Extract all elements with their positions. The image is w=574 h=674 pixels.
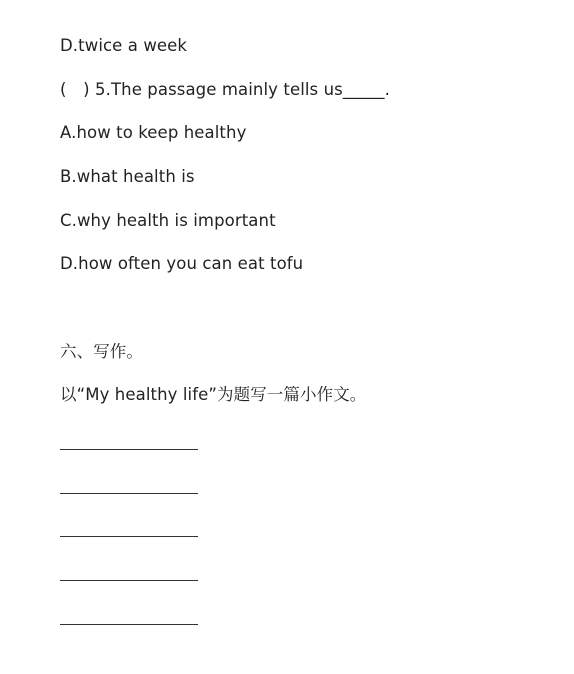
answer-blank-line [60,580,198,581]
answer-blank-line [60,449,198,450]
question5-option-a: A.how to keep healthy [60,123,247,142]
writing-prompt: 以“My healthy life”为题写一篇小作文。 [60,385,367,404]
question5-option-c: C.why health is important [60,211,276,230]
question5-option-b: B.what health is [60,167,195,186]
question5-option-d: D.how often you can eat tofu [60,254,304,273]
question4-option-d: D.twice a week [60,36,188,55]
answer-blank-line [60,536,198,537]
answer-blank-line [60,493,198,494]
question5-stem: ( ) 5.The passage mainly tells us_____. [60,80,390,99]
answer-blank-line [60,624,198,625]
writing-section-title: 六、写作。 [60,342,143,361]
